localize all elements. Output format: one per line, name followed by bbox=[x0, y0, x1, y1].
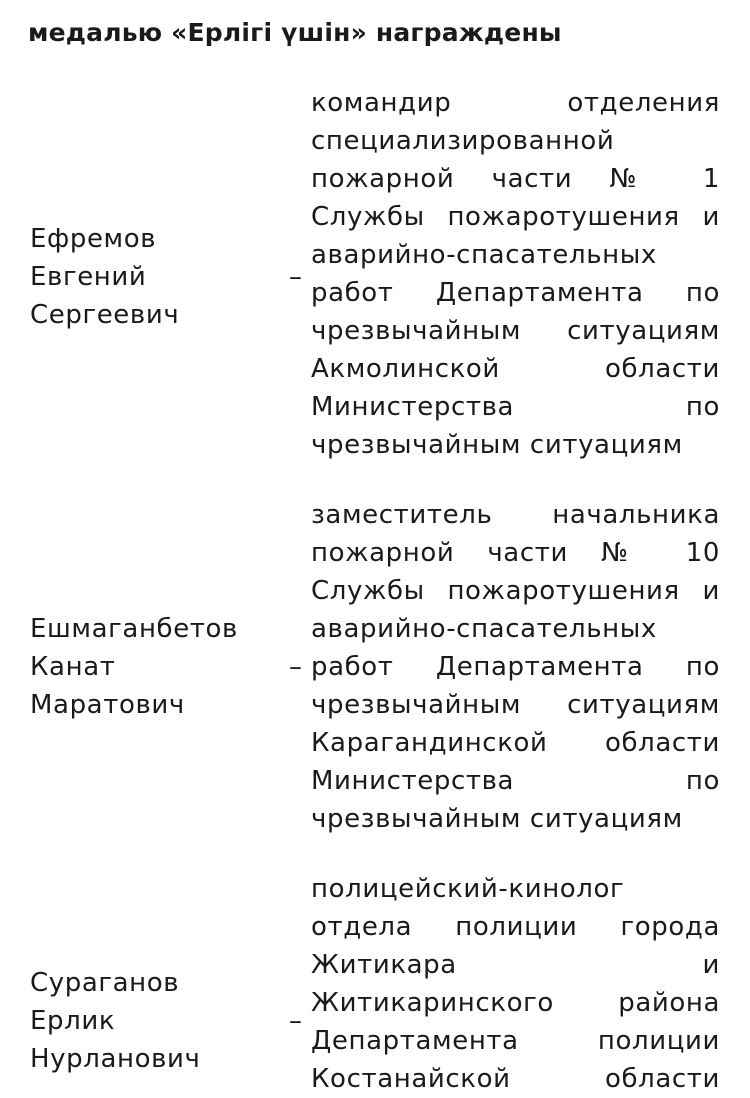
position-line: пожарной части № 1 bbox=[311, 164, 720, 194]
patronymic: Нурланович bbox=[30, 1044, 201, 1074]
position-line: Службы пожаротушения и bbox=[311, 202, 720, 232]
position-line: Министерства по bbox=[311, 392, 720, 422]
position-line: Житикаринского района bbox=[311, 988, 720, 1018]
surname: Ешмаганбетов bbox=[30, 614, 238, 644]
position-line: Житикара и bbox=[311, 950, 720, 980]
position-line: полицейский-кинолог bbox=[311, 874, 625, 904]
position-line: отдела полиции города bbox=[311, 912, 720, 942]
position-line: командир отделения bbox=[311, 88, 720, 118]
first-name: Канат bbox=[30, 652, 116, 682]
dash-separator: – bbox=[289, 1006, 302, 1036]
first-name: Ерлик bbox=[30, 1006, 116, 1036]
dash-separator: – bbox=[289, 652, 302, 682]
patronymic: Сергеевич bbox=[30, 300, 180, 330]
recipient-position bbox=[311, 84, 720, 464]
position-line: заместитель начальника bbox=[311, 500, 720, 530]
patronymic: Маратович bbox=[30, 690, 185, 720]
first-name: Евгений bbox=[30, 262, 147, 292]
section-heading: медалью «Ерлігі үшін» награждены bbox=[28, 18, 562, 47]
position-line: специализированной bbox=[311, 126, 615, 156]
dash-separator: – bbox=[289, 262, 302, 292]
recipient-position bbox=[311, 496, 720, 838]
surname: Ефремов bbox=[30, 224, 157, 254]
position-line: аварийно-спасательных bbox=[311, 240, 657, 270]
position-line: пожарной части № 10 bbox=[311, 538, 720, 568]
position-line: чрезвычайным ситуациям bbox=[311, 690, 720, 720]
recipient-name bbox=[30, 220, 179, 334]
position-line: чрезвычайным ситуациям bbox=[311, 316, 720, 346]
position-line: Акмолинской области bbox=[311, 354, 720, 384]
position-line: Министерства по bbox=[311, 766, 720, 796]
recipient-name bbox=[30, 610, 238, 724]
position-line: Службы пожаротушения и bbox=[311, 576, 720, 606]
position-line: чрезвычайным ситуациям bbox=[311, 804, 683, 834]
position-line: Карагандинской области bbox=[311, 728, 720, 758]
position-line: Костанайской области bbox=[311, 1064, 720, 1094]
position-line: Департамента полиции bbox=[311, 1026, 720, 1056]
surname: Сураганов bbox=[30, 968, 180, 998]
position-line: чрезвычайным ситуациям bbox=[311, 430, 683, 460]
position-line: аварийно-спасательных bbox=[311, 614, 657, 644]
position-line: работ Департамента по bbox=[311, 652, 720, 682]
recipient-position bbox=[311, 870, 720, 1098]
recipient-name bbox=[30, 964, 200, 1078]
position-line: работ Департамента по bbox=[311, 278, 720, 308]
